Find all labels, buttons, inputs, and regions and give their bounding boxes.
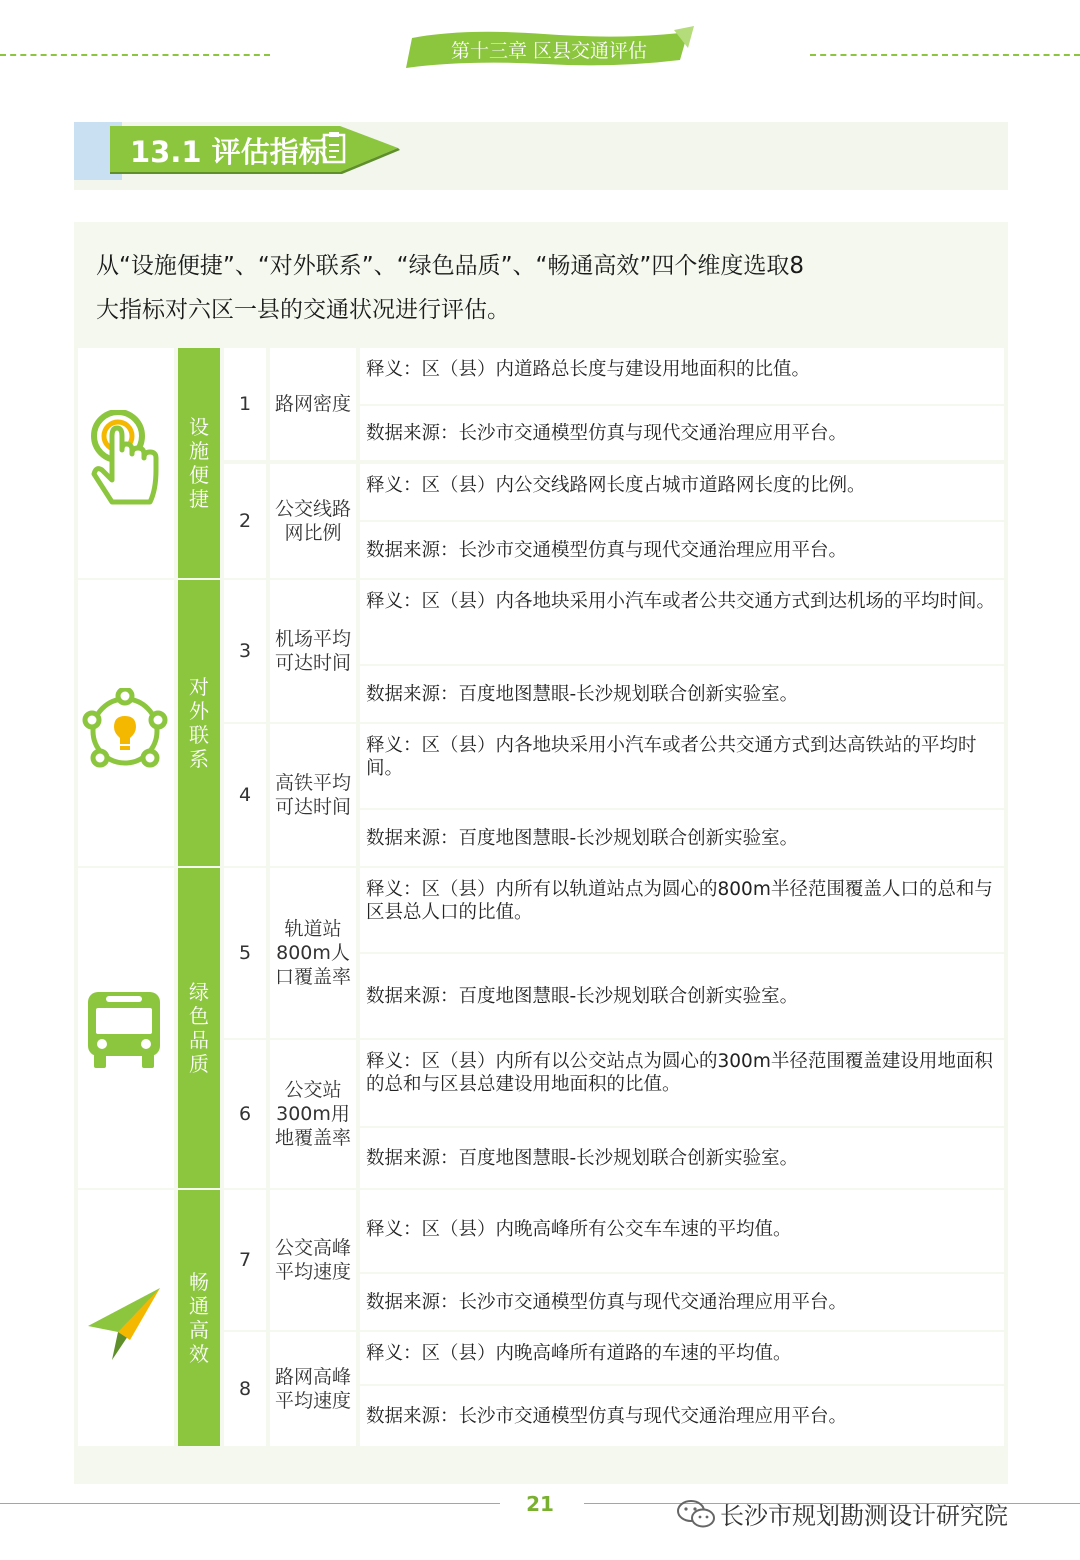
header-dashed-line-left (0, 54, 270, 56)
chapter-title: 第十三章 区县交通评估 (450, 40, 648, 62)
indicator-number: 2 (224, 464, 266, 578)
indicator-definition: 释义：区（县）内所有以公交站点为圆心的300m半径范围覆盖建设用地面积的总和与区县总建设用地面积的比值。 (360, 1040, 1004, 1126)
indicator-row (224, 1332, 1004, 1446)
wechat-icon (676, 1499, 716, 1529)
dimension-label: 绿色品质 (178, 868, 220, 1188)
paper-plane-icon (84, 1284, 164, 1364)
indicator-row (224, 1190, 1004, 1330)
dimension-icon-cell (78, 580, 174, 866)
indicator-number: 6 (224, 1040, 266, 1188)
indicator-definition: 释义：区（县）内晚高峰所有道路的车速的平均值。 (360, 1332, 1004, 1384)
header-dashed-line-right (810, 54, 1080, 56)
indicator-source: 数据来源：百度地图慧眼-长沙规划联合创新实验室。 (360, 1128, 1004, 1188)
organization-name: 长沙市规划勘测设计研究院 (720, 1502, 1008, 1530)
indicator-definition: 释义：区（县）内道路总长度与建设用地面积的比值。 (360, 348, 1004, 404)
section-title: 13.1 评估指标 (130, 135, 328, 169)
indicator-definition: 释义：区（县）内各地块采用小汽车或者公共交通方式到达高铁站的平均时间。 (360, 724, 1004, 808)
indicator-definition: 释义：区（县）内晚高峰所有公交车车速的平均值。 (360, 1190, 1004, 1272)
pointer-hand-icon (88, 410, 164, 510)
indicator-name: 公交线路网比例 (270, 464, 356, 578)
dimension-icon-cell (78, 868, 174, 1188)
indicator-name: 公交高峰平均速度 (270, 1190, 356, 1330)
indicator-source: 数据来源：长沙市交通模型仿真与现代交通治理应用平台。 (360, 522, 1004, 578)
intro-paragraph (96, 244, 976, 332)
chapter-ribbon (404, 24, 694, 74)
indicator-source: 数据来源：百度地图慧眼-长沙规划联合创新实验室。 (360, 810, 1004, 866)
intro-line-1: 从“设施便捷”、“对外联系”、“绿色品质”、“畅通高效”四个维度选取8 (96, 253, 804, 279)
indicator-number: 1 (224, 348, 266, 460)
indicator-number: 3 (224, 580, 266, 722)
indicator-number: 5 (224, 868, 266, 1038)
indicator-definition: 释义：区（县）内各地块采用小汽车或者公共交通方式到达机场的平均时间。 (360, 580, 1004, 664)
indicator-definition: 释义：区（县）内所有以轨道站点为圆心的800m半径范围覆盖人口的总和与区县总人口的比值。 (360, 868, 1004, 952)
indicator-source: 数据来源：百度地图慧眼-长沙规划联合创新实验室。 (360, 666, 1004, 722)
indicator-number: 8 (224, 1332, 266, 1446)
indicator-row (224, 464, 1004, 578)
dimension-label: 对外联系 (178, 580, 220, 866)
lightbulb-network-icon (82, 688, 168, 774)
indicator-row (224, 348, 1004, 460)
dimension-icon-cell (78, 1190, 174, 1446)
indicator-name: 机场平均可达时间 (270, 580, 356, 722)
indicator-name: 高铁平均可达时间 (270, 724, 356, 866)
indicator-name: 公交站300m用地覆盖率 (270, 1040, 356, 1188)
indicator-row (224, 724, 1004, 866)
indicator-name: 路网密度 (270, 348, 356, 460)
indicator-name: 路网高峰平均速度 (270, 1332, 356, 1446)
indicator-row (224, 1040, 1004, 1188)
dimension-label: 设施便捷 (178, 348, 220, 578)
indicator-source: 数据来源：长沙市交通模型仿真与现代交通治理应用平台。 (360, 1274, 1004, 1330)
indicator-source: 数据来源：长沙市交通模型仿真与现代交通治理应用平台。 (360, 406, 1004, 460)
footer-line-left (0, 1503, 500, 1504)
indicator-definition: 释义：区（县）内公交线路网长度占城市道路网长度的比例。 (360, 464, 1004, 520)
bus-icon (84, 990, 164, 1070)
indicator-row (224, 868, 1004, 1038)
indicator-name: 轨道站800m人口覆盖率 (270, 868, 356, 1038)
page-number: 21 (526, 1492, 554, 1516)
document-icon (322, 132, 348, 164)
indicator-row (224, 580, 1004, 722)
intro-line-2: 大指标对六区一县的交通状况进行评估。 (96, 297, 510, 323)
dimension-label: 畅通高效 (178, 1190, 220, 1446)
indicator-source: 数据来源：长沙市交通模型仿真与现代交通治理应用平台。 (360, 1386, 1004, 1446)
indicator-number: 7 (224, 1190, 266, 1330)
indicator-source: 数据来源：百度地图慧眼-长沙规划联合创新实验室。 (360, 954, 1004, 1038)
indicator-number: 4 (224, 724, 266, 866)
dimension-icon-cell (78, 348, 174, 578)
